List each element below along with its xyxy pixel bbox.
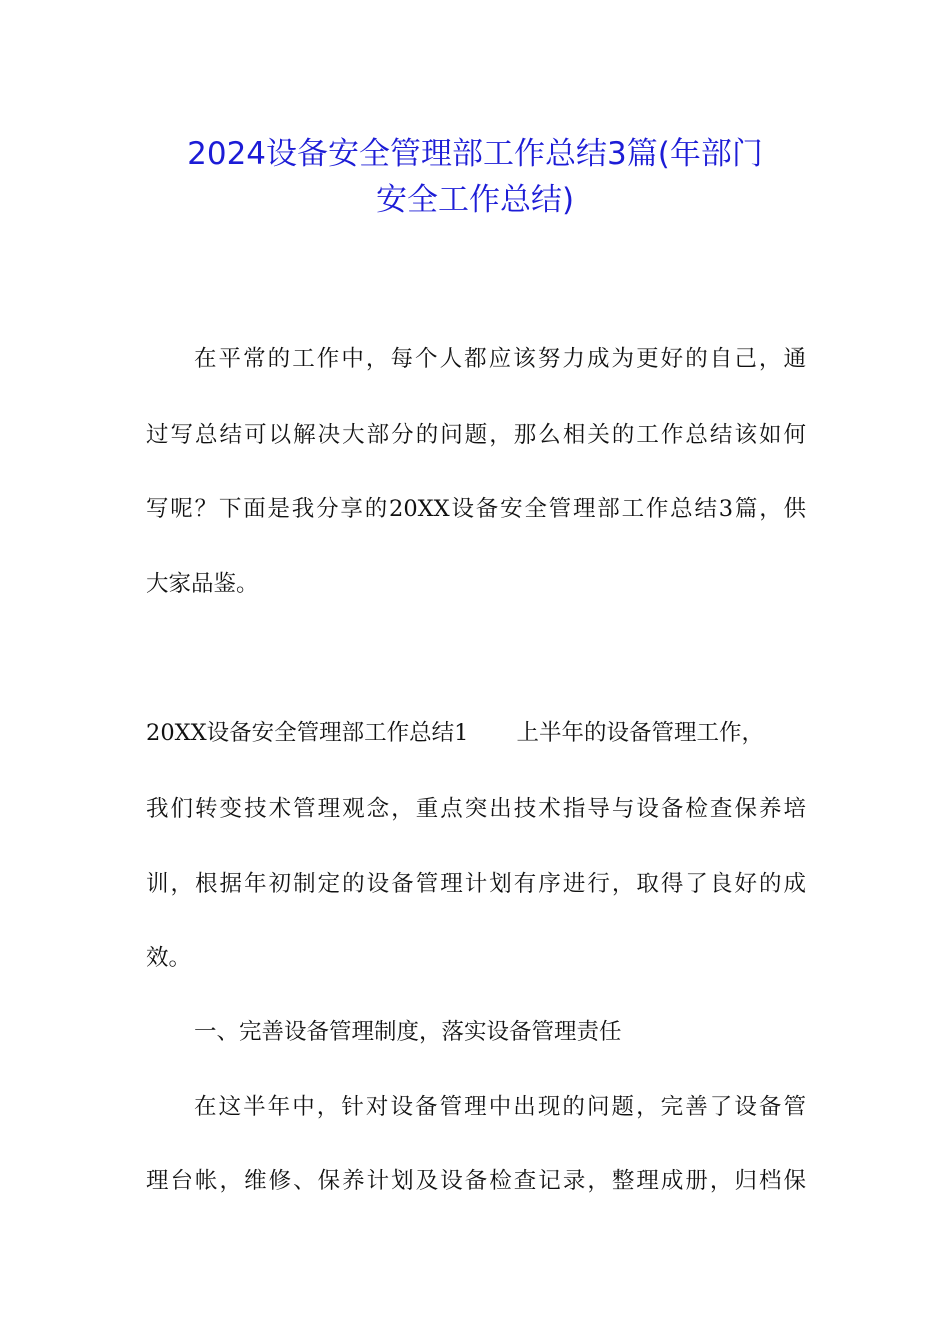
intro-paragraph-line-4: 大家品鉴。 bbox=[146, 571, 259, 597]
subheading-1: 一、完善设备管理制度，落实设备管理责任 bbox=[194, 1019, 622, 1045]
paragraph-line-1: 在这半年中，针对设备管理中出现的问题，完善了设备管 bbox=[194, 1094, 806, 1120]
section-1-line-2: 我们转变技术管理观念，重点突出技术指导与设备检查保养培 bbox=[146, 796, 806, 822]
section-1-heading: 20XX设备安全管理部工作总结1 bbox=[146, 720, 469, 746]
paragraph-line-2: 理台帐，维修、保养计划及设备检查记录，整理成册，归档保 bbox=[146, 1168, 806, 1194]
section-1-first-line bbox=[146, 718, 806, 748]
section-1-line-4: 效。 bbox=[146, 945, 192, 971]
intro-paragraph-line-3: 写呢？下面是我分享的20XX设备安全管理部工作总结3篇，供 bbox=[146, 496, 806, 522]
intro-paragraph-line-2: 过写总结可以解决大部分的问题，那么相关的工作总结该如何 bbox=[146, 422, 806, 448]
document-title-line-2: 安全工作总结) bbox=[375, 182, 575, 218]
section-1-line-3: 训，根据年初制定的设备管理计划有序进行，取得了良好的成 bbox=[146, 871, 806, 897]
document-title-line-1: 2024设备安全管理部工作总结3篇(年部门 bbox=[187, 136, 763, 172]
section-1-text-start: 上半年的设备管理工作， bbox=[516, 720, 764, 746]
intro-paragraph-line-1: 在平常的工作中，每个人都应该努力成为更好的自己，通 bbox=[194, 346, 806, 372]
